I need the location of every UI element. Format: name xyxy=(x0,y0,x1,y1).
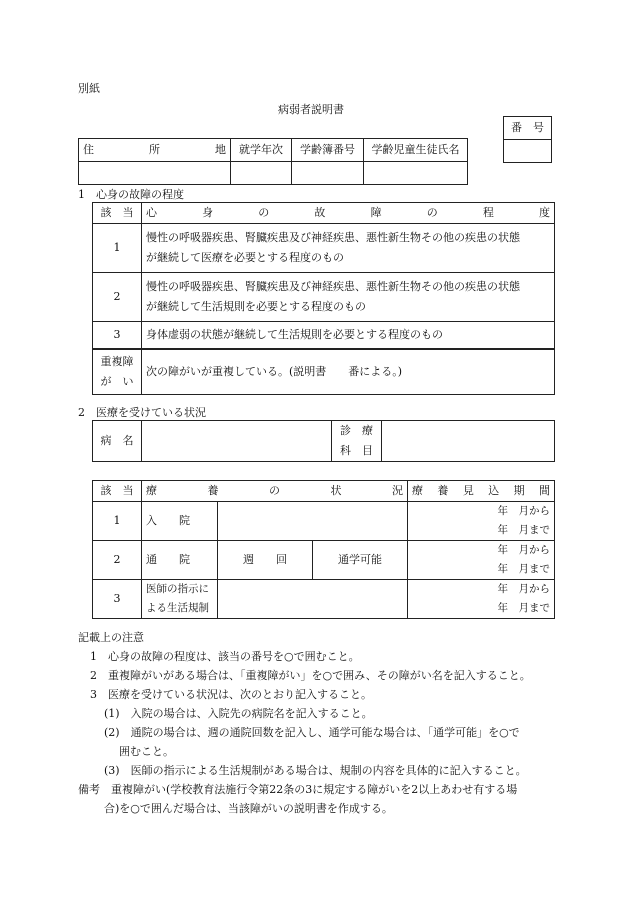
treatment-outlook-header: 療 養 見 込 期 間 xyxy=(408,481,555,502)
disease-name-cell[interactable] xyxy=(142,421,332,462)
degree-row-1-line-1: 慢性の呼吸器疾患、腎臓疾患及び神経疾患、悪性新生物その他の疾患の状態 xyxy=(146,231,520,244)
weekly-visits-cell[interactable]: 週 回 xyxy=(218,541,313,580)
life-restriction-cell[interactable] xyxy=(218,580,408,619)
disability-degree-table xyxy=(92,202,555,395)
number-box xyxy=(503,116,552,163)
annex-label: 別紙 xyxy=(78,82,100,95)
period-3-until: 年 月まで xyxy=(497,602,551,614)
duplicate-disability-label[interactable] xyxy=(93,349,142,395)
degree-row-1-num[interactable]: 1 xyxy=(93,224,142,273)
department-cell[interactable] xyxy=(382,421,555,462)
treatment-row-1-num[interactable]: 1 xyxy=(93,502,142,541)
degree-row-2-line-1: 慢性の呼吸器疾患、腎臓疾患及び神経疾患、悪性新生物その他の疾患の状態 xyxy=(146,280,520,293)
student-name-cell[interactable] xyxy=(364,162,468,185)
outpatient-label: 通 院 xyxy=(142,541,218,580)
department-label xyxy=(332,421,382,462)
remarks-line-2: 合)を○で囲んだ場合は、当該障がいの説明書を作成する。 xyxy=(104,802,393,815)
register-number-header: 学齢簿番号 xyxy=(292,139,364,162)
school-attendance-possible[interactable]: 通学可能 xyxy=(313,541,408,580)
note-item-3-1: (1) 入院の場合は、入院先の病院名を記入すること。 xyxy=(104,707,373,720)
hospitalization-label: 入 院 xyxy=(142,502,218,541)
address-cell[interactable] xyxy=(79,162,231,185)
note-item-3-2: (2) 通院の場合は、週の通院回数を記入し、通学可能な場合は、「通学可能」を○で xyxy=(104,726,520,739)
number-value-cell[interactable] xyxy=(504,140,552,163)
department-label-line-1: 診 療 xyxy=(340,424,373,437)
degree-row-1-text xyxy=(142,224,555,273)
address-header: 住 所 地 xyxy=(79,139,231,162)
degree-row-3-text: 身体虚弱の状態が継続して生活規則を必要とする程度のもの xyxy=(142,322,555,350)
note-item-2: 2 重複障がいがある場合は、「重複障がい」を○で囲み、その障がい名を記入すること。 xyxy=(90,669,531,682)
degree-row-1-line-2: が継続して医療を必要とする程度のもの xyxy=(146,251,344,264)
degree-row-2-num[interactable]: 2 xyxy=(93,273,142,322)
period-3-from: 年 月から xyxy=(497,583,551,595)
period-2-until: 年 月まで xyxy=(497,563,551,575)
period-2-from: 年 月から xyxy=(497,544,551,556)
applicable-header: 該 当 xyxy=(93,203,142,224)
page-title: 病弱者説明書 xyxy=(278,103,344,116)
dup-label-line-2: が い xyxy=(100,375,134,388)
treatment-row-2-period xyxy=(408,541,555,580)
department-label-line-2: 科 目 xyxy=(340,444,373,457)
info-table xyxy=(78,138,468,185)
degree-header: 心 身 の 故 障 の 程 度 xyxy=(142,203,555,224)
degree-row-2-text xyxy=(142,273,555,322)
enroll-year-cell[interactable] xyxy=(231,162,292,185)
medical-info-table xyxy=(92,420,555,462)
notes-title: 記載上の注意 xyxy=(78,631,144,644)
section1-heading: 1 心身の故障の程度 xyxy=(78,188,184,201)
student-name-header: 学齢児童生徒氏名 xyxy=(364,139,468,162)
treatment-status-table xyxy=(92,480,555,619)
treatment-row-3-num[interactable]: 3 xyxy=(93,580,142,619)
treatment-status-header: 療 養 の 状 況 xyxy=(142,481,408,502)
treatment-row-1-period xyxy=(408,502,555,541)
note-item-1: 1 心身の故障の程度は、該当の番号を○で囲むこと。 xyxy=(90,650,360,663)
note-item-3-3: (3) 医師の指示による生活規制がある場合は、規制の内容を具体的に記入すること。 xyxy=(104,764,527,777)
note-item-3: 3 医療を受けている状況は、次のとおり記入すること。 xyxy=(90,688,372,701)
life-restriction-label xyxy=(142,580,218,619)
life-restriction-line-2: よる生活規制 xyxy=(146,602,209,614)
degree-row-2-line-2: が継続して生活規則を必要とする程度のもの xyxy=(146,300,366,313)
remarks-line-1: 備考 重複障がい(学校教育法施行令第22条の3に規定する障がいを2以上あわせ有する場 xyxy=(78,783,518,796)
number-label: 番 号 xyxy=(504,117,552,140)
disease-name-label: 病 名 xyxy=(93,421,142,462)
degree-row-3-num[interactable]: 3 xyxy=(93,322,142,350)
period-1-from: 年 月から xyxy=(497,505,551,517)
section2-heading: 2 医療を受けている状況 xyxy=(78,406,206,419)
period-1-until: 年 月まで xyxy=(497,524,551,536)
hospital-name-cell[interactable] xyxy=(218,502,408,541)
treatment-row-3-period xyxy=(408,580,555,619)
life-restriction-line-1: 医師の指示に xyxy=(146,583,209,595)
treatment-row-2-num[interactable]: 2 xyxy=(93,541,142,580)
note-item-3-2-cont: 囲むこと。 xyxy=(119,745,174,758)
register-number-cell[interactable] xyxy=(292,162,364,185)
dup-label-line-1: 重複障 xyxy=(100,355,134,368)
duplicate-disability-text: 次の障がいが重複している。(説明書 番による。) xyxy=(142,349,555,395)
treatment-applicable-header: 該 当 xyxy=(93,481,142,502)
enroll-year-header: 就学年次 xyxy=(231,139,292,162)
